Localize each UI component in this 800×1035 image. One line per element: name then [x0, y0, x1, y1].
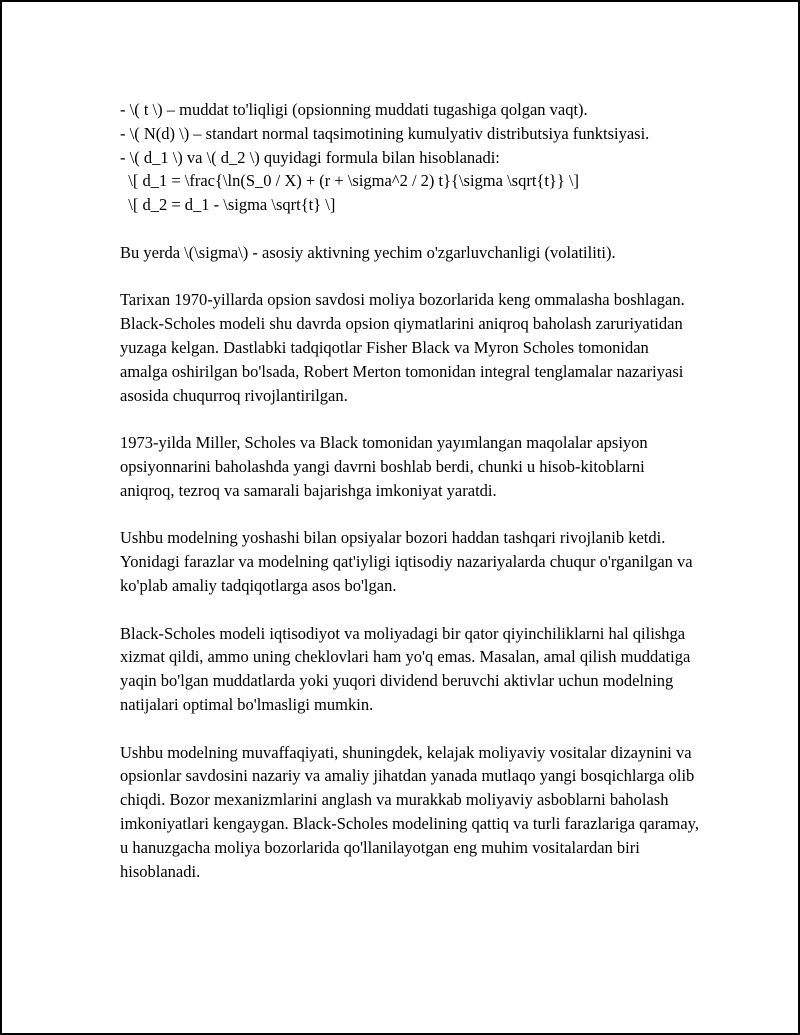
- definition-d: - \( d_1 \) va \( d_2 \) quyidagi formula bilan hisoblanadi:: [120, 147, 500, 167]
- definition-t: - \( t \) – muddat to'liqligi (opsionning muddati tugashiga qolgan vaqt).: [120, 100, 588, 119]
- formula-d2: \[ d_2 = d_1 - \sigma \sqrt{t} \]: [120, 195, 336, 215]
- paragraph-limitations: Black-Scholes modeli iqtisodiyot va moliyadagi bir qator qiyinchiliklarni hal qilishga xizmat qildi, ammo uning cheklovlari ham yo'q emas. Masalan, amal qilish muddatiga yaqin bo'lgan muddatlarda yoki yuqori dividend beruvchi aktivlar uchun modelning natijalari optimal bo'lmasligi mumkin.: [120, 623, 691, 714]
- paragraph-history: Tarixan 1970-yillarda opsion savdosi moliya bozorlarida keng ommalasha boshlagan. Black-Scholes modeli shu davrda opsion qiymatlarini aniqroq baholash zaruriyatidan yuzaga kelgan. Dastlabki tadqiqotlar Fisher Black va Myron Scholes tomonidan amalga oshirilgan bo'lsada, Robert Merton tomonidan integral tenglamalar nazariyasi asosida chuqurroq rivojlantirilgan.: [120, 290, 685, 405]
- definitions-block: [120, 98, 700, 217]
- paragraph-sigma: Bu yerda \(\sigma\) - asosiy aktivning yechim o'zgarluvchanligi (volatiliti).: [120, 242, 616, 262]
- paragraph-1973: 1973-yilda Miller, Scholes va Black tomonidan yayımlangan maqolalar apsiyon opsiyonnarini baholashda yangi davrni boshlab berdi, chunki u hisob-kitoblarni aniqroq, tezroq va samarali bajarishga imkoniyat yaratdi.: [120, 433, 648, 500]
- paragraph-market-growth: Ushbu modelning yoshashi bilan opsiyalar bozori haddan tashqari rivojlanib ketdi. Yonidagi farazlar va modelning qat'iyligi iqtisodiy nazariyalarda chuqur o'rganilgan va ko'plab amaliy tadqiqotlarga asos bo'lgan.: [120, 528, 693, 595]
- document-body: [120, 98, 700, 907]
- definition-n: - \( N(d) \) – standart normal taqsimotining kumulyativ distributsiya funktsiyasi.: [120, 123, 650, 143]
- paragraph-success: Ushbu modelning muvaffaqiyati, shuningdek, kelajak moliyaviy vositalar dizaynini va opsionlar savdosini nazariy va amaliy jihatdan yanada mutlaqo yangi bosqichlarga olib chiqdi. Bozor mexanizmlarini anglash va murakkab moliyaviy asboblarni baholash imkoniyatlari kengaygan. Black-Scholes modelining qattiq va turli farazlariga qaramay, u hanuzgacha moliya bozorlarida qo'llanilayotgan eng muhim vositalardan biri hisoblanadi.: [120, 742, 699, 881]
- formula-d1: \[ d_1 = \frac{\ln(S_0 / X) + (r + \sigma^2 / 2) t}{\sigma \sqrt{t}} \]: [120, 171, 579, 191]
